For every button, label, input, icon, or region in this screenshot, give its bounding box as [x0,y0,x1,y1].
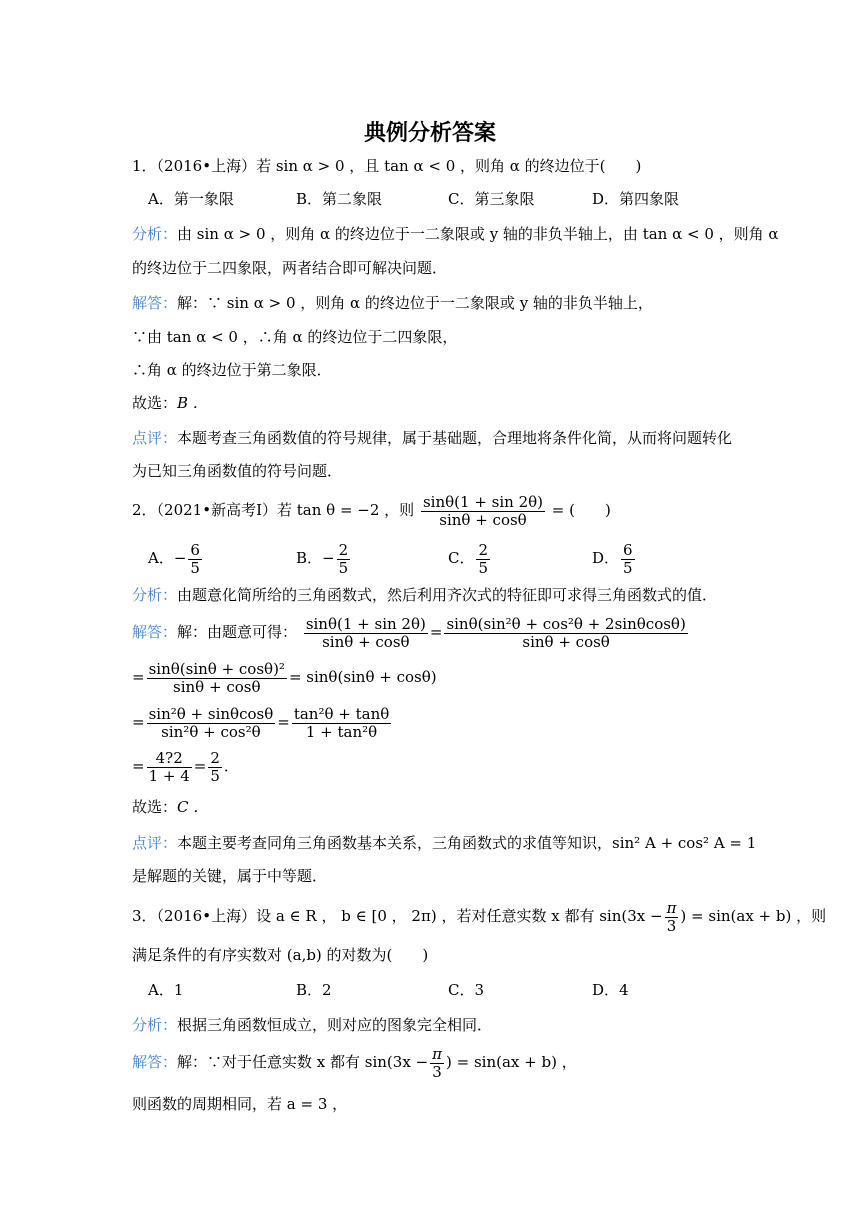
solution-label: 解答： [132,294,178,312]
solution-label: 解答： [132,623,178,641]
q3-solution-post: ) = sin(ax + b) ， [446,1053,577,1071]
q1-option-b: B．第二象限 [296,190,383,208]
fraction-denominator: 5 [623,558,633,577]
q1-solution-line-3: ∴角 α 的终边位于第二象限． [132,361,332,379]
q1-option-c: C．第三象限 [448,190,535,208]
fraction-denominator: sinθ + cosθ [522,632,610,651]
q1-answer-line [132,393,208,413]
option-letter: A． [148,549,174,567]
step-fraction [147,706,276,741]
choose-label: 故选： [132,394,178,412]
analysis-label: 分析： [132,1016,178,1034]
fraction-numerator: tan²θ + tanθ [293,704,390,723]
q3-option-c: C．3 [448,981,485,999]
q3-option-b: B．2 [296,981,332,999]
fraction-numerator: sinθ(sinθ + cosθ)² [148,659,285,678]
analysis-label: 分析： [132,586,178,604]
q2-solution-step-1: 解答：解：由题意可得： $\frac{\sin\theta(1 + \sin 2\theta)}{\sin\theta + \cos\theta}$ = $\frac{\text{sinθ(sin²θ + cos²θ + 2sinθcosθ)}}{\sin\theta + \cos\theta}$ [132,614,686,651]
option-fraction [188,542,202,577]
fraction-numerator: sinθ(1 + sin 2θ) [422,492,544,511]
fraction-numerator: 6 [623,540,633,559]
option-sign: − [322,549,335,567]
q1-analysis-line-1 [132,224,779,244]
fraction-numerator: 6 [190,540,200,559]
q3-solution-pre: 解：∵对于任意实数 x 都有 sin(3x − [177,1053,429,1071]
fraction-numerator: sinθ(sin²θ + cos²θ + 2sinθcosθ) [446,614,686,633]
pi-fraction [665,900,679,935]
fraction-denominator: 3 [666,916,677,935]
q1-solution-line-2: ∵由 tan α < 0 ，∴角 α 的终边位于二四象限， [132,328,458,346]
q1-answer: B ． [177,394,208,412]
analysis-label: 分析： [132,225,178,243]
q3-stem-line-2: 满足条件的有序实数对 (a,b) 的对数为( ) [132,946,429,964]
option-sign: − [173,549,187,567]
option-letter: C． [448,549,475,567]
pi-fraction [430,1046,444,1081]
q1-analysis-text-1: 由 sin α > 0 ，则角 α 的终边位于一二象限或 y 轴的非负半轴上，由 tan α < 0 ，则角 α [177,225,779,243]
choose-label: 故选： [132,798,178,816]
fraction-numerator: 2 [210,748,220,767]
option-fraction [476,542,490,577]
fraction-denominator: sinθ + cosθ [439,510,527,529]
fraction-numerator: 2 [478,540,489,559]
q3-analysis-text: 根据三角函数恒成立，则对应的图象完全相同． [177,1016,493,1034]
option-letter: B． [296,549,323,567]
comment-label: 点评： [132,834,178,852]
q3-option-d: D．4 [592,981,629,999]
fraction-denominator: 5 [210,766,220,785]
fraction-numerator: π [432,1044,442,1063]
q2-solution-step-2: = $\frac{\text{sinθ(sinθ + cosθ)²}}{\sin\theta + \cos\theta}$ = sinθ(sinθ + cosθ) [132,659,437,696]
q3-stem-post: ) = sin(ax + b) ，则 [680,907,827,925]
q3-solution-line-2: 则函数的周期相同，若 a = 3 ， [132,1095,348,1113]
q1-comment-line-1 [132,428,732,448]
comment-label: 点评： [132,429,178,447]
q2-comment-formula: sin² A + cos² A = 1 [612,834,757,852]
q2-stem-fraction [421,494,545,529]
q2-option-b [296,540,352,577]
fraction-denominator: sinθ + cosθ [322,632,410,651]
q2-comment-line-1 [132,833,756,853]
q3-stem-pre: 3．（2016•上海）设 a ∈ R ， b ∈ [0 ， 2π) ，若对任意实数 x 都有 sin(3x − [132,907,663,925]
q2-solution-step-3: = $\frac{\text{sin²θ + sinθcosθ}}{\text{sin²θ + cos²θ}}$ = $\frac{\text{tan²θ + tanθ}}{\text{1 + tan²θ}}$ [132,704,390,741]
step-fraction [304,616,428,651]
q1-comment-text-1: 本题考查三角函数值的符号规律，属于基础题，合理地将条件化简，从而将问题转化 [177,429,733,447]
fraction-denominator: sinθ + cosθ [173,677,261,696]
q2-solution-step-4: = $\frac{4?2}{1 + 4}$ = $\frac{2}{5}$ ． [132,748,239,785]
q1-solution-text-1: 解：∵ sin α > 0 ，则角 α 的终边位于一二象限或 y 轴的非负半轴上， [177,294,653,312]
q3-analysis-line [132,1015,492,1035]
option-fraction [337,542,351,577]
fraction-denominator: 5 [338,558,349,577]
q2-comment-text-1: 本题主要考查同角三角函数基本关系，三角函数式的求值等知识， [177,834,613,852]
q3-stem-line-1 [132,898,826,935]
q3-option-a: A．1 [148,981,184,999]
q2-option-c [448,540,492,577]
q2-stem-pre: 2．（2021•新高考Ⅰ）若 tan θ = −2 ，则 [132,501,415,519]
q2-option-a [148,540,204,577]
q2-answer: C ． [177,798,209,816]
step-fraction [292,706,391,741]
q2-comment-line-2: 是解题的关键，属于中等题． [132,867,328,885]
solution-label: 解答： [132,1053,178,1071]
step-fraction [147,661,287,696]
fraction-denominator: 5 [478,558,489,577]
q3-solution-line-1 [132,1044,577,1081]
q1-option-d: D．第四象限 [592,190,680,208]
q2-answer-line [132,797,208,817]
fraction-numerator: 2 [338,540,349,559]
option-fraction [621,542,635,577]
step-tail: = sinθ(sinθ + cosθ) [288,668,437,686]
q1-option-a: A．第一象限 [148,190,234,208]
fraction-numerator: 4?2 [147,750,192,768]
step-fraction [208,750,222,785]
q1-analysis-line-2: 的终边位于二四象限，两者结合即可解决问题． [132,259,448,277]
option-letter: D． [592,549,620,567]
q2-stem [132,492,611,529]
q2-analysis-text: 由题意化简所给的三角函数式，然后利用齐次式的特征即可求得三角函数式的值． [177,586,718,604]
fraction-denominator: 1 + tan²θ [305,722,378,741]
q1-stem: 1．（2016•上海）若 sin α > 0 ，且 tan α < 0 ，则角 α 的终边位于( ) [132,157,642,175]
fraction-denominator: 1 + 4 [148,766,190,785]
q2-analysis-line [132,585,717,605]
page-title: 典例分析答案 [363,121,496,146]
fraction-numerator: sin²θ + sinθcosθ [148,704,274,723]
q2-option-d [592,540,637,577]
fraction-numerator: π [666,898,677,917]
q2-stem-post: = ( ) [551,501,611,519]
q2-solution-intro: 解：由题意可得： [177,623,298,641]
fraction-numerator: sinθ(1 + sin 2θ) [305,614,426,633]
fraction-denominator: sin²θ + cos²θ [161,722,261,741]
step-fraction [444,616,687,651]
step-fraction [147,750,192,785]
fraction-denominator: 5 [190,558,200,577]
q1-comment-line-2: 为已知三角函数值的符号问题． [132,462,343,480]
fraction-denominator: 3 [432,1062,442,1081]
q1-solution-line-1 [132,293,653,313]
